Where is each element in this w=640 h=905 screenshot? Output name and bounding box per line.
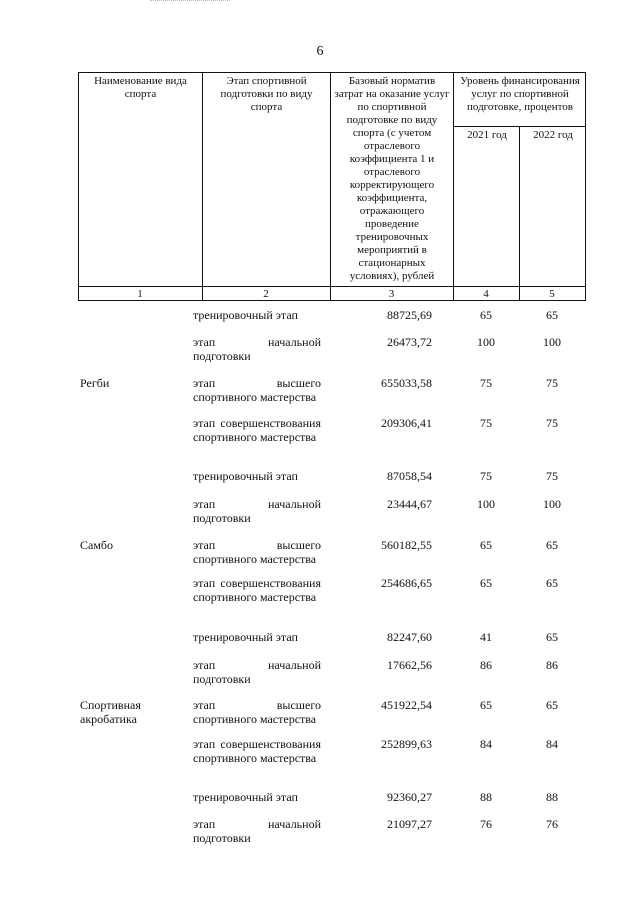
stage-name: этап начальной подготовки	[193, 817, 321, 845]
level-2021-value: 100	[477, 497, 495, 511]
base-norm-value: 209306,41	[381, 416, 432, 430]
stage-name: тренировочный этап	[193, 630, 298, 644]
header-year-2021: 2021 год	[467, 129, 507, 141]
header-bottom-border	[78, 286, 586, 287]
scan-artifact	[150, 0, 230, 4]
base-norm-value: 21097,27	[387, 817, 432, 831]
level-2022-value: 75	[546, 376, 558, 390]
base-norm-value: 92360,27	[387, 790, 432, 804]
column-number-5: 5	[549, 288, 555, 300]
stage-name: этап совершенствования спортивного мастерства	[193, 737, 321, 765]
stage-name: тренировочный этап	[193, 790, 298, 804]
page-number: 6	[316, 44, 324, 59]
stage-name: тренировочный этап	[193, 469, 298, 483]
base-norm-value: 88725,69	[387, 308, 432, 322]
header-sport: Наименование вида спорта	[94, 75, 187, 100]
stage-name: этап начальной подготовки	[193, 335, 321, 363]
header-divider-2	[330, 72, 331, 301]
level-2022-value: 76	[546, 817, 558, 831]
level-2022-value: 75	[546, 469, 558, 483]
level-2021-value: 65	[480, 576, 492, 590]
stage-name: этап начальной подготовки	[193, 658, 321, 686]
stage-name: этап высшего спортивного мастерства	[193, 376, 321, 404]
level-2022-value: 65	[546, 538, 558, 552]
header-base-norm: Базовый норматив затрат на оказание услуг по спортивной подготовке по виду спорта (с учетом отраслевого коэффициента 1 и отраслевого корректирующего коэффициента, отражающего проведение тренировочных мероприятий в стационарных условиях), рублей	[334, 75, 450, 282]
level-2021-value: 88	[480, 790, 492, 804]
header-funding-level: Уровень финансирования услуг по спортивной подготовке, процентов	[460, 75, 580, 113]
column-number-4: 4	[483, 288, 489, 300]
table-header	[78, 72, 586, 301]
stage-name: этап высшего спортивного мастерства	[193, 538, 321, 566]
level-2021-value: 84	[480, 737, 492, 751]
base-norm-value: 87058,54	[387, 469, 432, 483]
header-right-border	[585, 72, 586, 301]
stage-name: этап совершенствования спортивного мастерства	[193, 576, 321, 604]
base-norm-value: 252899,63	[381, 737, 432, 751]
level-2021-value: 75	[480, 376, 492, 390]
base-norm-value: 26473,72	[387, 335, 432, 349]
level-2022-value: 100	[543, 335, 561, 349]
header-top-border	[78, 72, 586, 73]
level-2021-value: 76	[480, 817, 492, 831]
level-2021-value: 65	[480, 308, 492, 322]
header-divider-4	[519, 126, 520, 301]
level-2022-value: 65	[546, 698, 558, 712]
header-left-border	[78, 72, 79, 301]
level-2021-value: 75	[480, 469, 492, 483]
level-2021-value: 86	[480, 658, 492, 672]
level-2021-value: 65	[480, 538, 492, 552]
stage-name: этап совершенствования спортивного мастерства	[193, 416, 321, 444]
base-norm-value: 560182,55	[381, 538, 432, 552]
stage-name: этап начальной подготовки	[193, 497, 321, 525]
base-norm-value: 254686,65	[381, 576, 432, 590]
column-numbers-bottom-border	[78, 300, 586, 301]
header-year-2022: 2022 год	[533, 129, 573, 141]
level-2022-value: 100	[543, 497, 561, 511]
stage-name: этап высшего спортивного мастерства	[193, 698, 321, 726]
header-stage: Этап спортивной подготовки по виду спорта	[220, 75, 313, 113]
stage-name: тренировочный этап	[193, 308, 298, 322]
level-2022-value: 84	[546, 737, 558, 751]
column-number-3: 3	[388, 288, 395, 300]
column-number-2: 2	[263, 288, 269, 300]
level-2022-value: 86	[546, 658, 558, 672]
level-2021-value: 75	[480, 416, 492, 430]
level-2022-value: 65	[546, 630, 558, 644]
level-2021-value: 65	[480, 698, 492, 712]
sport-name: Регби	[80, 376, 110, 390]
level-2021-value: 100	[477, 335, 495, 349]
base-norm-value: 17662,56	[387, 658, 432, 672]
column-number-1: 1	[137, 288, 143, 300]
sport-name: Самбо	[80, 538, 114, 552]
base-norm-value: 451922,54	[381, 698, 432, 712]
base-norm-value: 82247,60	[387, 630, 432, 644]
header-divider-3	[453, 72, 454, 301]
base-norm-value: 23444,67	[387, 497, 432, 511]
level-2021-value: 41	[480, 630, 492, 644]
base-norm-value: 655033,58	[381, 376, 432, 390]
header-divider-1	[202, 72, 203, 301]
level-2022-value: 88	[546, 790, 558, 804]
level-2022-value: 65	[546, 308, 558, 322]
sport-name: Спортивная акробатика	[80, 698, 141, 726]
level-subheader-line	[453, 126, 586, 127]
level-2022-value: 75	[546, 416, 558, 430]
level-2022-value: 65	[546, 576, 558, 590]
